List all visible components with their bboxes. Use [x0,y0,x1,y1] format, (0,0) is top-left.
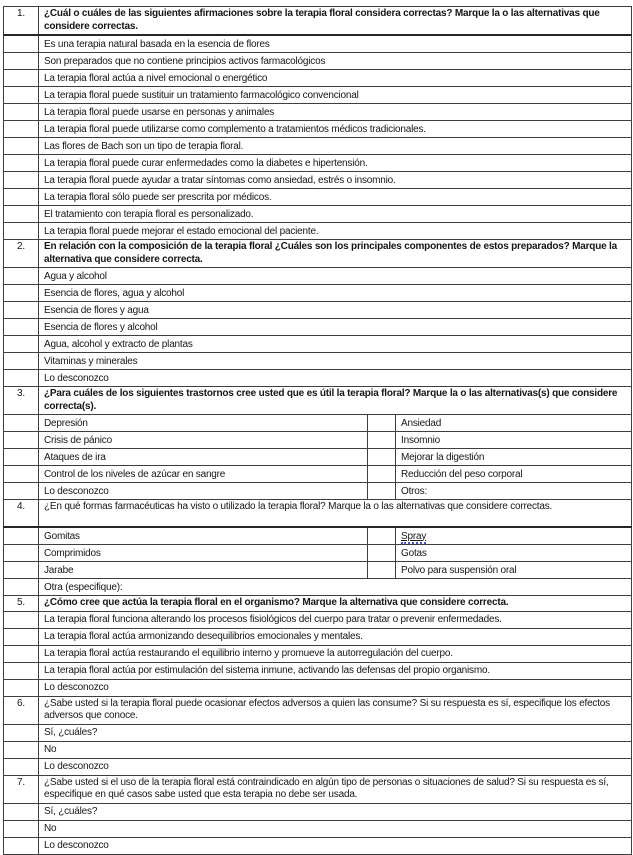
questionnaire-page [0,6,633,851]
option-text: La terapia floral actúa restaurando el equilibrio interno y promueve la autorregulación del cuerpo. [39,645,632,662]
question-number: 6. [4,696,39,724]
question-number: 3. [4,387,39,415]
option-row [4,527,632,545]
option-text: Mejorar la digestión [396,449,632,466]
option-text: Las flores de Bach son un tipo de terapia floral. [39,138,632,155]
option-row [4,172,632,189]
answer-cell [368,545,396,562]
option-row [4,820,632,837]
question-text: ¿Sabe usted si el uso de la terapia floral está contraindicado en algún tipo de personas o situaciones de salud? Si su respuesta es sí, especifique en qué casos sabe usted que esta terapia no debe ser usada. [39,775,632,803]
option-row [4,611,632,628]
option-text: Gotas [396,545,632,562]
option-text: Lo desconozco [39,679,632,696]
option-text: Lo desconozco [39,758,632,775]
answer-cell [4,820,39,837]
answer-cell [4,206,39,223]
answer-cell [4,803,39,820]
question-text: ¿Sabe usted si la terapia floral puede ocasionar efectos adversos a quien las consume? Si su respuesta es sí, especifique los efectos adversos que conoce. [39,696,632,724]
answer-cell [368,432,396,449]
option-row [4,579,632,596]
option-row [4,803,632,820]
answer-cell [4,483,39,500]
answer-cell [4,370,39,387]
option-text: Lo desconozco [39,483,368,500]
option-text: No [39,741,632,758]
question-row [4,775,632,803]
question-number: 1. [4,7,39,36]
option-text: La terapia floral puede utilizarse como complemento a tratamientos médicos tradicionales. [39,121,632,138]
answer-cell [4,121,39,138]
option-row [4,483,632,500]
option-text: Ansiedad [396,415,632,432]
option-text: Reducción del peso corporal [396,466,632,483]
answer-cell [4,432,39,449]
option-row [4,645,632,662]
option-row [4,87,632,104]
question-text: ¿Cuál o cuáles de las siguientes afirmaciones sobre la terapia floral considera correctas? Marque la o las alternativas que considere correctas. [39,7,632,36]
answer-cell [4,268,39,285]
answer-cell [4,562,39,579]
question-number: 7. [4,775,39,803]
option-row [4,741,632,758]
answer-cell [4,466,39,483]
option-row [4,35,632,53]
answer-cell [368,483,396,500]
option-text: Esencia de flores y agua [39,302,632,319]
option-text: La terapia floral puede ayudar a tratar síntomas como ansiedad, estrés o insomnio. [39,172,632,189]
question-row [4,596,632,612]
option-text: Jarabe [39,562,368,579]
option-text: Son preparados que no contiene principios activos farmacológicos [39,53,632,70]
question-row [4,240,632,268]
option-text: Ataques de ira [39,449,368,466]
question-number: 5. [4,596,39,612]
option-row [4,206,632,223]
answer-cell [368,562,396,579]
option-row [4,189,632,206]
option-row [4,449,632,466]
option-text: Lo desconozco [39,370,632,387]
answer-cell [368,466,396,483]
answer-cell [368,449,396,466]
question-text: En relación con la composición de la terapia floral ¿Cuáles son los principales componentes de estos preparados? Marque la alternativa que considere correcta. [39,240,632,268]
option-row [4,223,632,240]
question-row [4,696,632,724]
option-text: La terapia floral funciona alterando los procesos fisiológicos del cuerpo para tratar o prevenir enfermedades. [39,611,632,628]
answer-cell [4,285,39,302]
question-text: ¿Cómo cree que actúa la terapia floral en el organismo? Marque la alternativa que considere correcta. [39,596,632,612]
answer-cell [4,611,39,628]
option-row [4,70,632,87]
option-row [4,370,632,387]
question-text: ¿Para cuáles de los siguientes trastornos cree usted que es útil la terapia floral? Marque la o las alternativas(s) que considere correcta(s). [39,387,632,415]
option-row [4,353,632,370]
answer-cell [4,155,39,172]
answer-cell [4,758,39,775]
option-row [4,285,632,302]
option-row [4,562,632,579]
answer-cell [4,302,39,319]
option-row [4,53,632,70]
option-text: Agua y alcohol [39,268,632,285]
answer-cell [4,679,39,696]
option-text: La terapia floral puede sustituir un tratamiento farmacológico convencional [39,87,632,104]
answer-cell [368,415,396,432]
answer-cell [4,223,39,240]
option-row [4,302,632,319]
option-text: La terapia floral actúa por estimulación del sistema inmune, activando las defensas del propio organismo. [39,662,632,679]
answer-cell [4,527,39,545]
answer-cell [4,662,39,679]
option-text: La terapia floral sólo puede ser prescrita por médicos. [39,189,632,206]
questionnaire-table [3,6,632,855]
option-row [4,138,632,155]
option-text: Control de los niveles de azúcar en sangre [39,466,368,483]
question-number: 4. [4,500,39,528]
answer-cell [4,189,39,206]
option-row [4,432,632,449]
option-row [4,662,632,679]
answer-cell [4,741,39,758]
option-cell [396,527,632,545]
option-text: Otros: [396,483,632,500]
answer-cell [4,837,39,854]
option-text: La terapia floral actúa a nivel emocional o energético [39,70,632,87]
option-row [4,336,632,353]
option-row [4,758,632,775]
answer-cell [4,87,39,104]
option-text: Esencia de flores y alcohol [39,319,632,336]
option-text: Sí, ¿cuáles? [39,724,632,741]
option-row [4,155,632,172]
answer-cell [4,579,39,596]
option-row [4,724,632,741]
option-text: Vitaminas y minerales [39,353,632,370]
answer-cell [4,724,39,741]
question-row [4,7,632,36]
option-text: Polvo para suspensión oral [396,562,632,579]
question-text: ¿En qué formas farmacéuticas ha visto o utilizado la terapia floral? Marque la o las alternativas que considere correctas. [39,500,632,528]
option-row [4,268,632,285]
answer-cell [4,415,39,432]
answer-cell [4,172,39,189]
option-text: Esencia de flores, agua y alcohol [39,285,632,302]
option-text: Lo desconozco [39,837,632,854]
option-row [4,415,632,432]
option-row [4,545,632,562]
option-text: No [39,820,632,837]
answer-cell [4,319,39,336]
answer-cell [4,336,39,353]
option-text: Agua, alcohol y extracto de plantas [39,336,632,353]
option-text: El tratamiento con terapia floral es personalizado. [39,206,632,223]
option-text: La terapia floral actúa armonizando desequilibrios emocionales y mentales. [39,628,632,645]
answer-cell [368,527,396,545]
answer-cell [4,104,39,121]
question-row [4,387,632,415]
option-text: Crisis de pánico [39,432,368,449]
answer-cell [4,353,39,370]
answer-cell [4,628,39,645]
option-row [4,466,632,483]
option-text: Otra (especifique): [39,579,632,596]
option-text: Insomnio [396,432,632,449]
option-row [4,121,632,138]
option-text: Depresión [39,415,368,432]
option-row [4,837,632,854]
answer-cell [4,449,39,466]
option-text: La terapia floral puede usarse en personas y animales [39,104,632,121]
answer-cell [4,35,39,53]
option-row [4,679,632,696]
answer-cell [4,545,39,562]
option-row [4,104,632,121]
answer-cell [4,70,39,87]
answer-cell [4,53,39,70]
option-text-spray: Spray [401,530,427,542]
option-text: Comprimidos [39,545,368,562]
option-text: Gomitas [39,527,368,545]
option-text: La terapia floral puede curar enfermedades como la diabetes e hipertensión. [39,155,632,172]
option-row [4,319,632,336]
option-text: Es una terapia natural basada en la esencia de flores [39,35,632,53]
answer-cell [4,645,39,662]
option-text: Sí, ¿cuáles? [39,803,632,820]
option-row [4,628,632,645]
answer-cell [4,138,39,155]
question-row [4,500,632,528]
question-number: 2. [4,240,39,268]
option-text: La terapia floral puede mejorar el estado emocional del paciente. [39,223,632,240]
